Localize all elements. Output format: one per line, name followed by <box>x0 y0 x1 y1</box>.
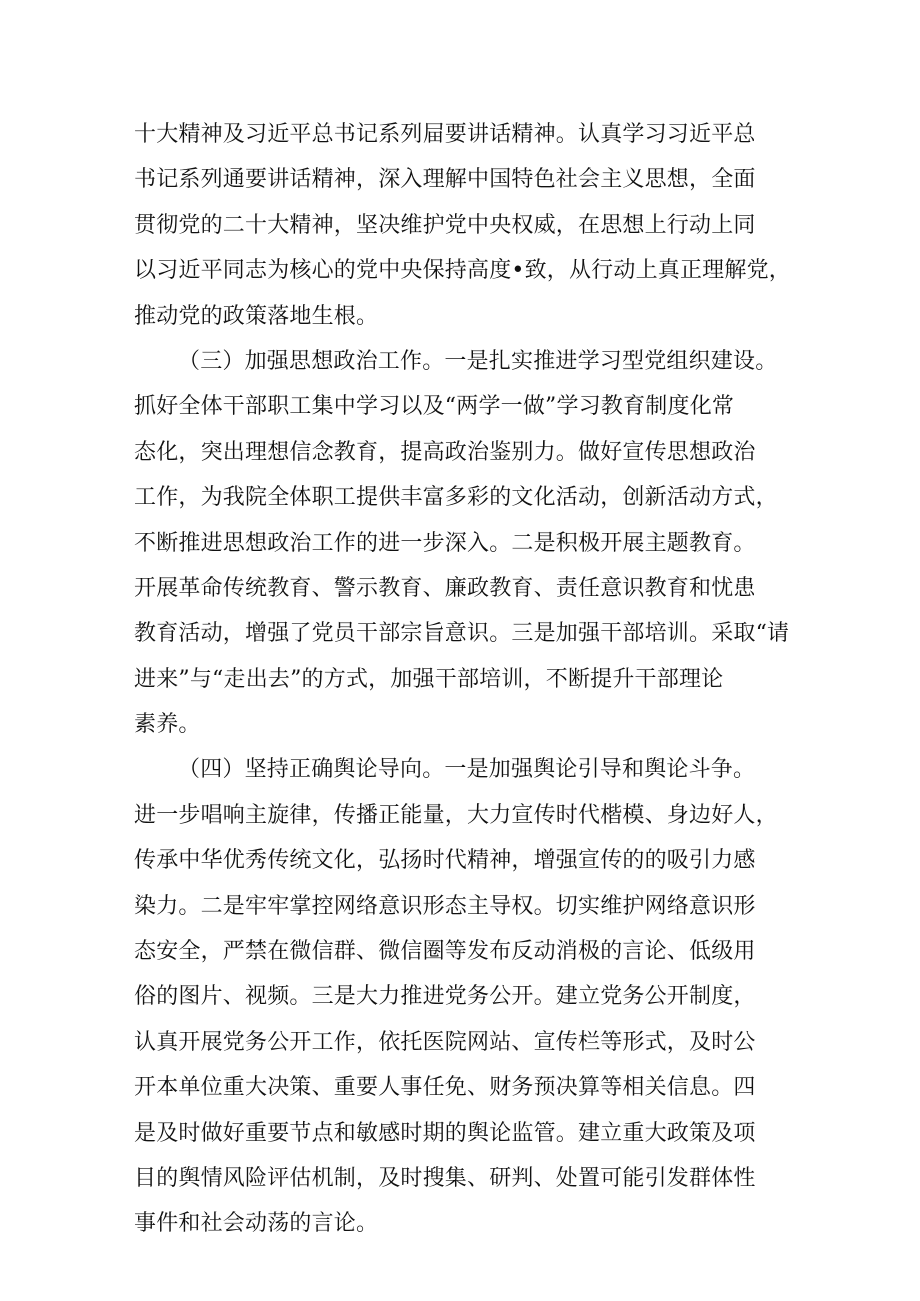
text-line: 教育活动，增强了党员干部宗旨意识。三是加强干部培训。采取“请 <box>134 621 790 647</box>
document-body <box>134 112 794 1247</box>
text-line: 态安全，严禁在微信群、微信圈等发布反动消极的言论、低级用 <box>134 939 756 965</box>
text-line: 不断推进思想政治工作的进一步深入。二是积极开展主题教育。 <box>134 530 756 556</box>
text-line: 开本单位重大决策、重要人事任免、财务预决算等相关信息。四 <box>134 1075 756 1101</box>
text-line: 贯彻党的二十大精神，坚决维护党中央权威，在思想上行动上同 <box>134 212 756 238</box>
text-line: 推动党的政策落地生根。 <box>134 303 379 329</box>
text-line: 认真开展党务公开工作，依托医院网站、宣传栏等形式，及时公 <box>134 1029 756 1055</box>
text-line: 进一步唱响主旋律，传播正能量，大力宣传时代楷模、身边好人， <box>134 802 778 828</box>
text-line: （四）坚持正确舆论导向。一是加强舆论引导和舆论斗争。 <box>178 757 756 783</box>
text-line: 书记系列通要讲话精神，深入理解中国特色社会主义思想，全面 <box>134 167 756 193</box>
text-line: 进来”与“走出去”的方式，加强干部培训，不断提升干部理论 <box>134 666 724 692</box>
text-line: 开展革命传统教育、警示教育、廉政教育、责任意识教育和忧患 <box>134 575 756 601</box>
text-line: （三）加强思想政治工作。一是扎实推进学习型党组织建设。 <box>178 348 778 374</box>
text-line: 俗的图片、视频。三是大力推进党务公开。建立党务公开制度， <box>134 984 756 1010</box>
text-line: 事件和社会动荡的言论。 <box>134 1211 379 1237</box>
text-line: 以习近平同志为核心的党中央保持高度•致，从行动上真正理解党， <box>134 258 791 284</box>
text-line: 是及时做好重要节点和敏感时期的舆论监管。建立重大政策及项 <box>134 1120 756 1146</box>
text-line: 态化，突出理想信念教育，提高政治鉴别力。做好宣传思想政治 <box>134 439 756 465</box>
text-line: 十大精神及习近平总书记系列屇要讲话精神。认真学习习近平总 <box>134 122 756 147</box>
text-line: 素养。 <box>134 712 201 738</box>
text-line: 工作，为我院全体职工提供丰富多彩的文化活动，创新活动方式， <box>134 485 778 511</box>
text-line: 抓好全体干部职工集中学习以及“两学一做”学习教育制度化常 <box>134 394 735 420</box>
text-line: 目的舆情风险评估机制，及时搜集、研判、处置可能引发群体性 <box>134 1165 756 1191</box>
text-line: 传承中华优秀传统文化，弘扬时代精神，增强宣传的的吸引力感 <box>134 848 756 874</box>
text-line: 染力。二是牢牢掌控网络意识形态主导权。切实维护网络意识形 <box>134 893 756 919</box>
